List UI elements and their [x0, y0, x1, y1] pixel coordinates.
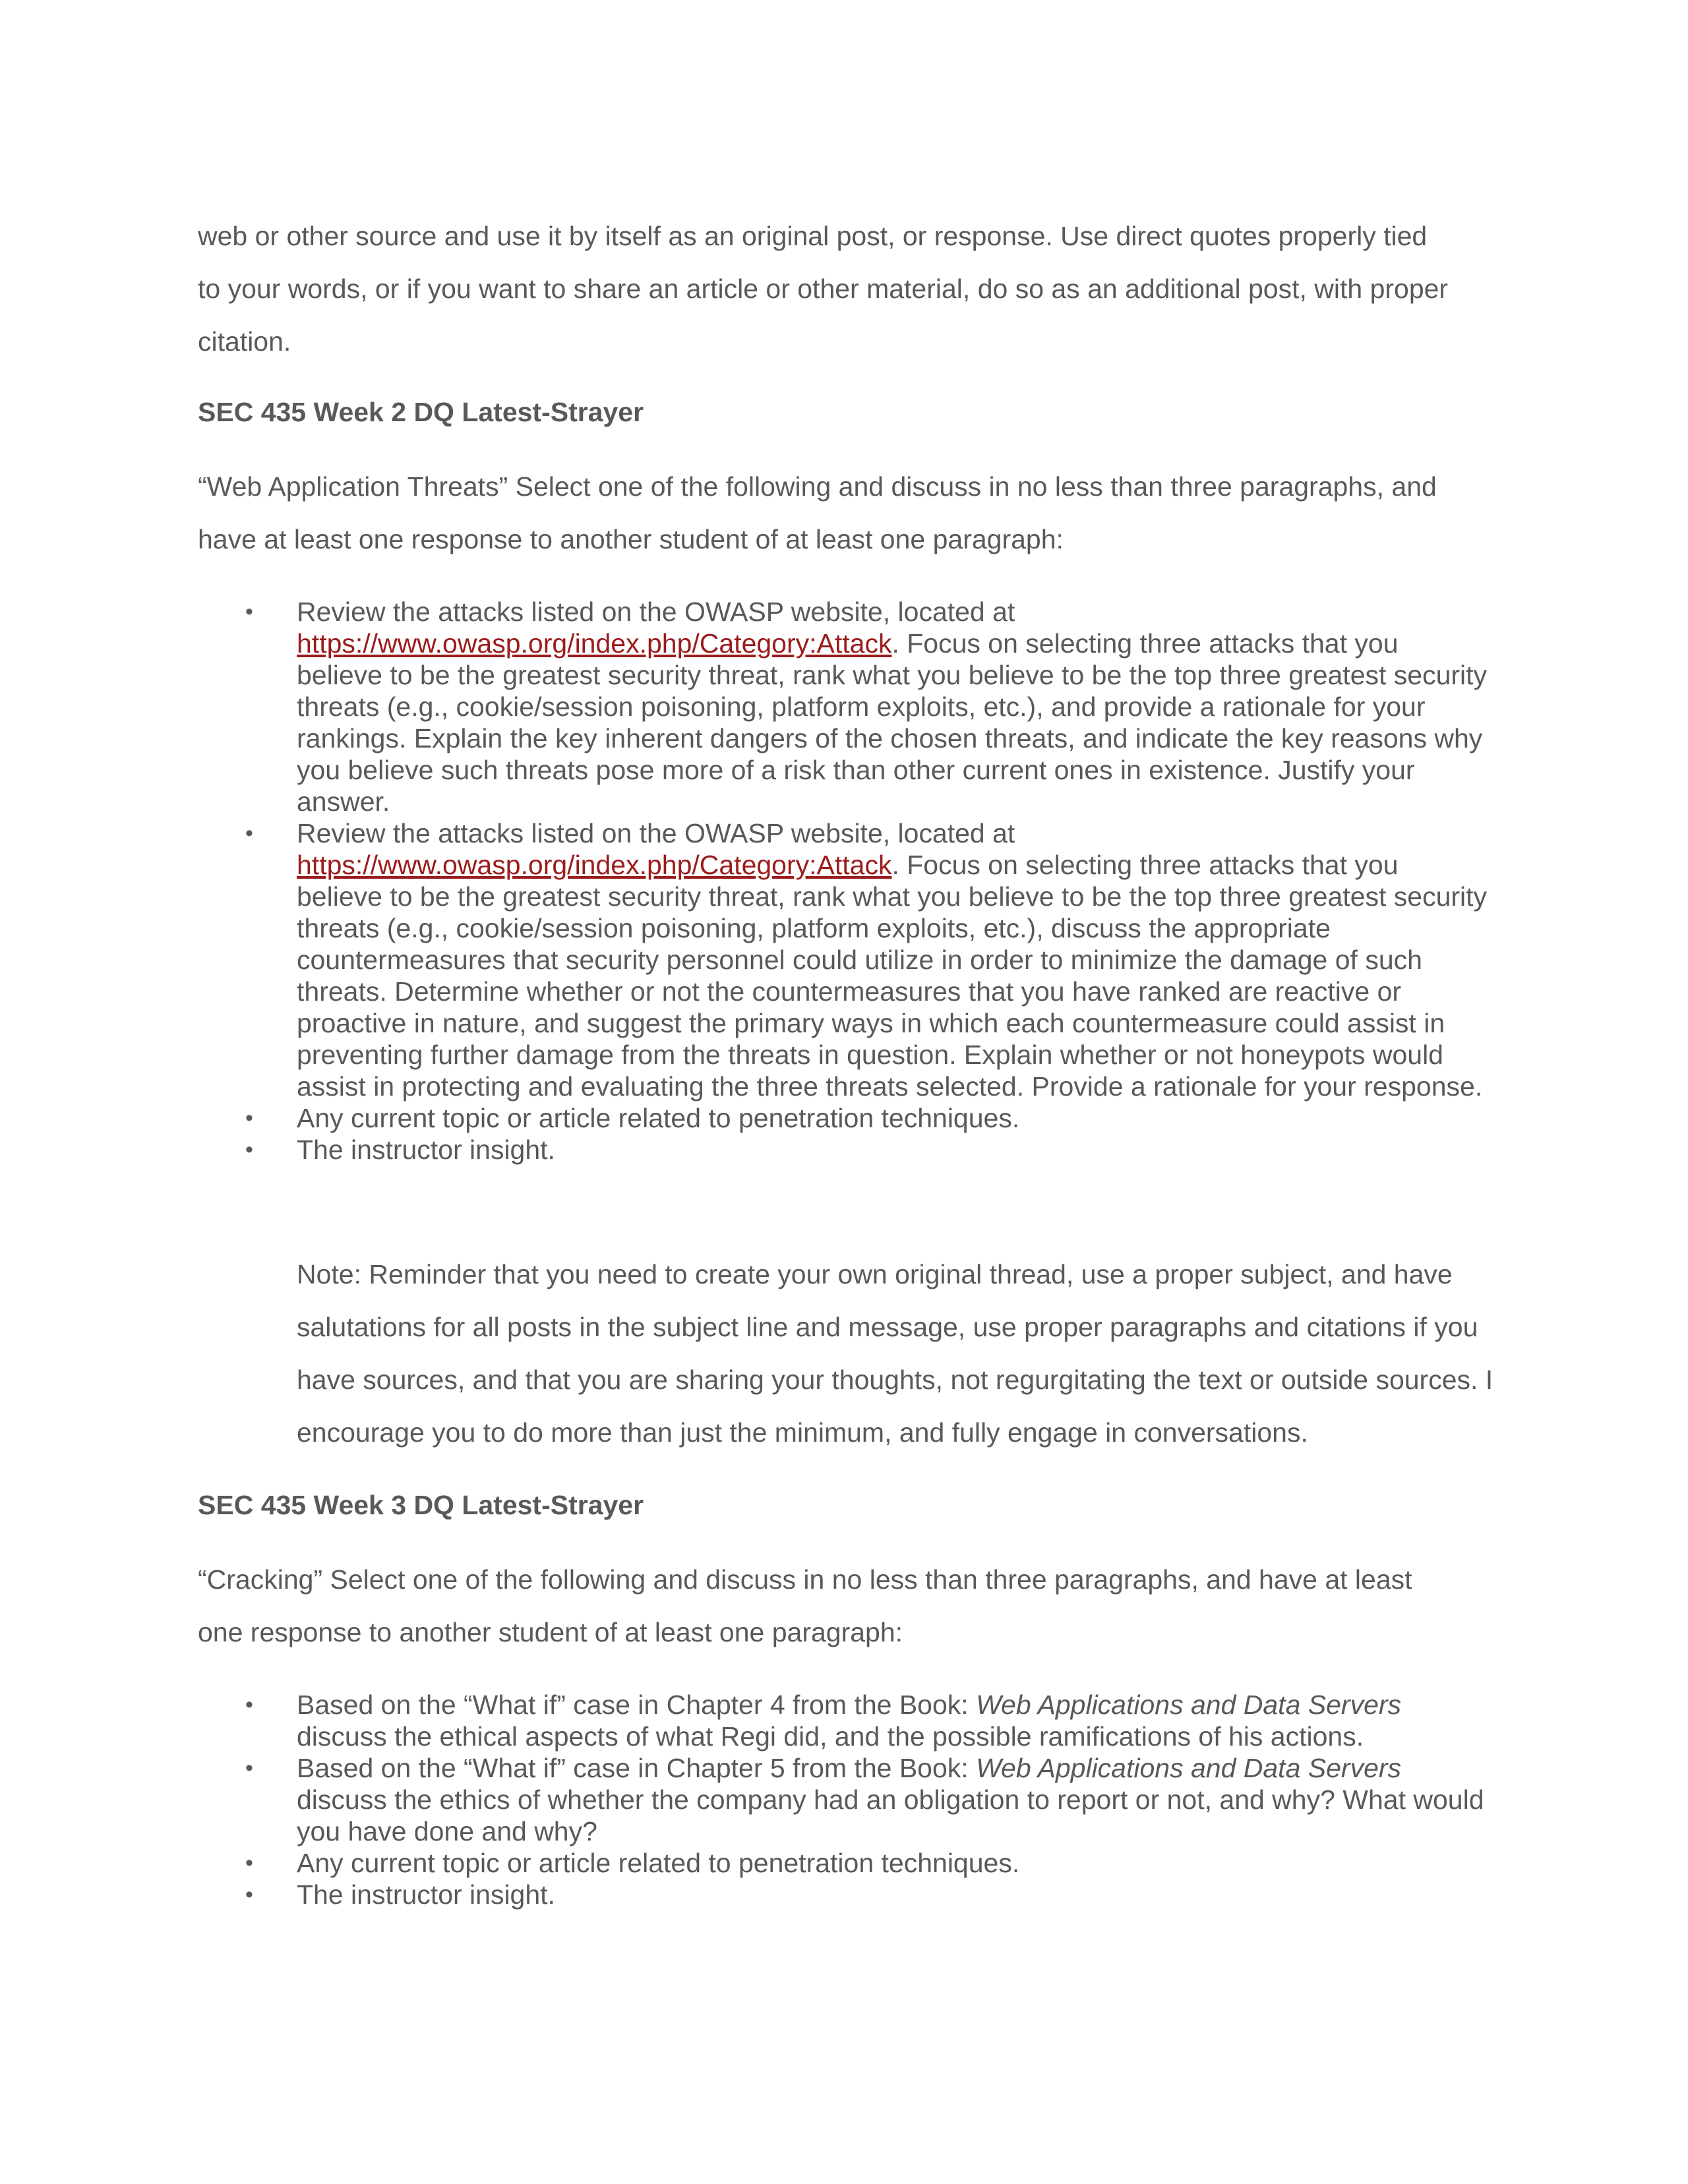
week3-intro-line-1: “Cracking” Select one of the following and discuss in no less than three paragraphs, and have at least — [198, 1564, 1412, 1595]
week2-intro — [198, 460, 1490, 566]
bullet-text: . Focus on selecting three attacks that you believe to be the greatest security threat, rank what you believe to be the top three greatest security threats (e.g., cookie/session poisoning, platform exploits, etc.), discuss the appropriate countermeasures that security personnel could utilize in order to minimize the damage of such threats. Determine whether or not the countermeasures that you have ranked are reactive or proactive in nature, and suggest the primary ways in which each countermeasure could assist in preventing further damage from the threats in question. Explain whether or not honeypots would assist in protecting and evaluating the three threats selected. Provide a rationale for your response. — [297, 850, 1488, 1102]
bullet-text: discuss the ethical aspects of what Regi did, and the possible ramifications of his actions. — [297, 1721, 1364, 1752]
week3-bullet-1 — [198, 1689, 1490, 1752]
week3-intro-line-2: one response to another student of at least one paragraph: — [198, 1617, 903, 1647]
owasp-attack-link[interactable]: https://www.owasp.org/index.php/Category:Attack — [297, 628, 892, 659]
intro-line-3: citation. — [198, 326, 291, 357]
week3-intro — [198, 1553, 1490, 1659]
week2-heading: SEC 435 Week 2 DQ Latest-Strayer — [198, 397, 644, 427]
week2-bullet-3: • Any current topic or article related to penetration techniques. — [198, 1102, 1490, 1134]
owasp-attack-link[interactable]: https://www.owasp.org/index.php/Category:Attack — [297, 850, 892, 880]
bullet-text: discuss the ethics of whether the company had an obligation to report or not, and why? What would you have done and why? — [297, 1785, 1484, 1846]
week3-bullet-2 — [198, 1752, 1490, 1847]
book-title: Web Applications and Data Servers — [976, 1753, 1402, 1783]
bullet-text: Review the attacks listed on the OWASP website, located at — [297, 597, 1015, 627]
bullet-text: Review the attacks listed on the OWASP website, located at — [297, 818, 1015, 848]
week2-bullet-4: • The instructor insight. — [198, 1134, 1490, 1166]
intro-paragraph — [198, 210, 1490, 368]
week2-intro-line-1: “Web Application Threats” Select one of the following and discuss in no less than three paragraphs, and — [198, 471, 1437, 502]
week2-bullet-list — [198, 596, 1490, 1166]
week3-heading: SEC 435 Week 3 DQ Latest-Strayer — [198, 1490, 644, 1520]
intro-line-1: web or other source and use it by itself as an original post, or response. Use direct quotes properly tied — [198, 221, 1428, 251]
week3-bullet-3: • Any current topic or article related to penetration techniques. — [198, 1847, 1490, 1879]
bullet-text: Based on the “What if” case in Chapter 4 from the Book: — [297, 1690, 977, 1720]
bullet-text: Based on the “What if” case in Chapter 5 from the Book: — [297, 1753, 977, 1783]
week2-intro-line-2: have at least one response to another student of at least one paragraph: — [198, 524, 1064, 554]
week3-bullet-list — [198, 1689, 1490, 1910]
week2-bullet-1 — [198, 596, 1490, 817]
bullet-text: . Focus on selecting three attacks that you believe to be the greatest security threat, rank what you believe to be the top three greatest security threats (e.g., cookie/session poisoning, platform exploits, etc.), and provide a rationale for your rankings. Explain the key inherent dangers of the chosen threats, and indicate the key reasons why you believe such threats pose more of a risk than other current ones in existence. Justify your answer. — [297, 628, 1488, 817]
week2-note: Note: Reminder that you need to create your own original thread, use a proper subject, and have salutations for all posts in the subject line and message, use proper paragraphs and citations if you have sources, and that you are sharing your thoughts, not regurgitating the text or outside sources. I encourage you to do more than just the minimum, and fully engage in conversations. — [297, 1259, 1493, 1448]
intro-line-2: to your words, or if you want to share an article or other material, do so as an additional post, with proper — [198, 274, 1449, 304]
book-title: Web Applications and Data Servers — [976, 1690, 1402, 1720]
week3-bullet-4: • The instructor insight. — [198, 1879, 1490, 1910]
week2-bullet-2 — [198, 817, 1490, 1102]
